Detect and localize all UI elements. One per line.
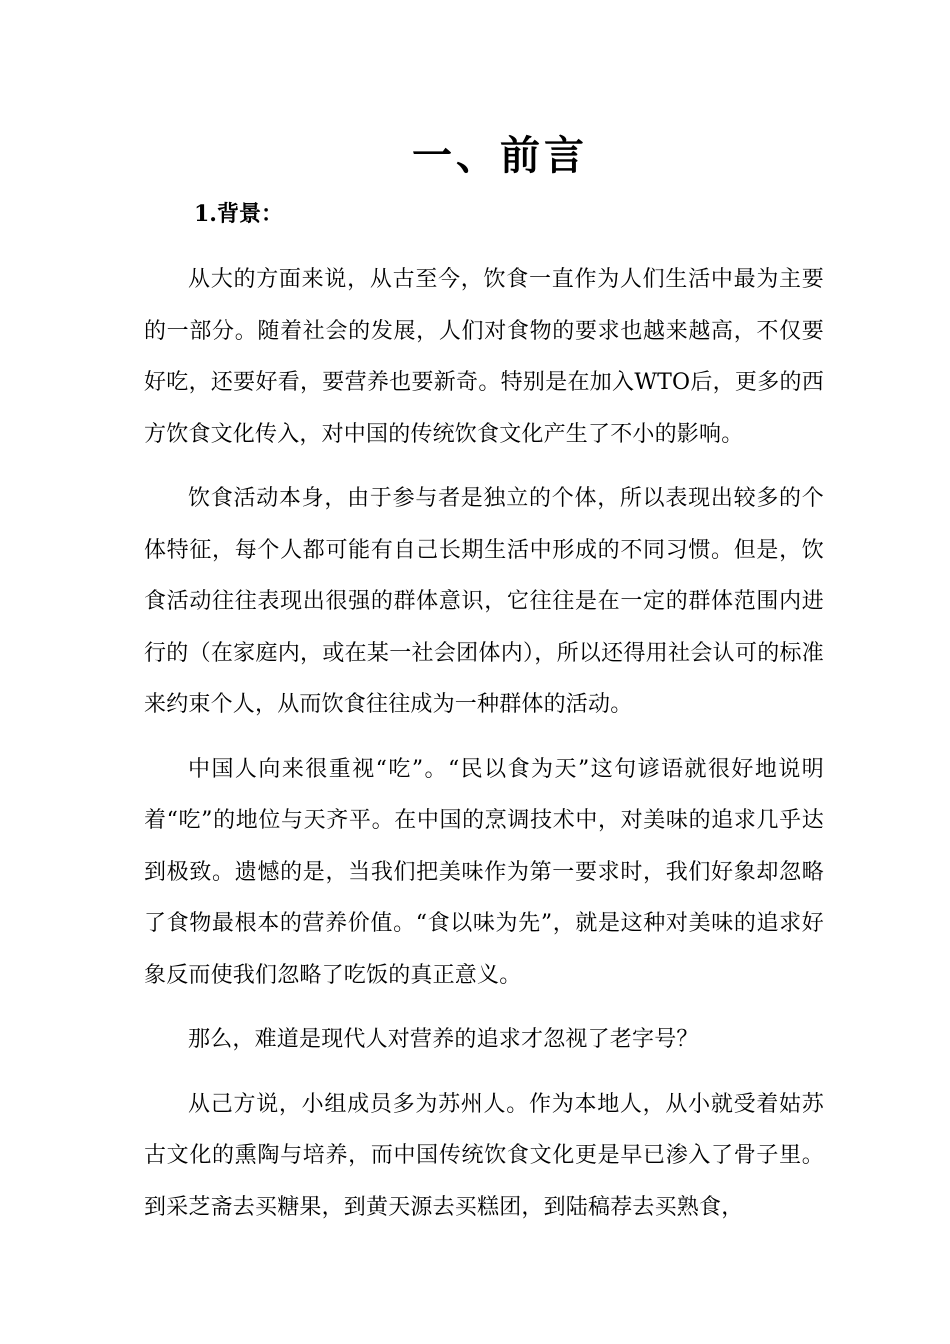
paragraph: 饮食活动本身，由于参与者是独立的个体，所以表现出较多的个体特征，每个人都可能有自己长期生活中形成的不同习惯。但是，饮食活动往往表现出很强的群体意识，它往往是在一定的群体范围内进行的（在家庭内，或在某一社会团体内），所以还得用社会认可的标准来约束个人，从而饮食往往成为一种群体的活动。	[144, 486, 824, 717]
body-text	[144, 254, 824, 1246]
section-heading: 1.背景：	[194, 201, 283, 227]
page-title: 一、前言	[412, 132, 588, 179]
paragraph: 从己方说，小组成员多为苏州人。作为本地人，从小就受着姑苏古文化的熏陶与培养，而中国传统饮食文化更是早已渗入了骨子里。到采芝斋去买糖果，到黄天源去买糕团，到陆稿荐去买熟食，	[144, 1091, 824, 1220]
paragraph: 中国人向来很重视“吃”。“民以食为天”这句谚语就很好地说明着“吃”的地位与天齐平。在中国的烹调技术中，对美味的追求几乎达到极致。遗憾的是，当我们把美味作为第一要求时，我们好象却忽略了食物最根本的营养价值。“食以味为先”，就是这种对美味的追求好象反而使我们忽略了吃饭的真正意义。	[144, 756, 824, 988]
paragraph: 从大的方面来说，从古至今，饮食一直作为人们生活中最为主要的一部分。随着社会的发展，人们对食物的要求也越来越高，不仅要好吃，还要好看，要营养也要新奇。特别是在加入WTO后，更多的西方饮食文化传入，对中国的传统饮食文化产生了不小的影响。	[144, 267, 824, 447]
paragraph: 那么，难道是现代人对营养的追求才忽视了老字号？	[188, 1027, 699, 1052]
